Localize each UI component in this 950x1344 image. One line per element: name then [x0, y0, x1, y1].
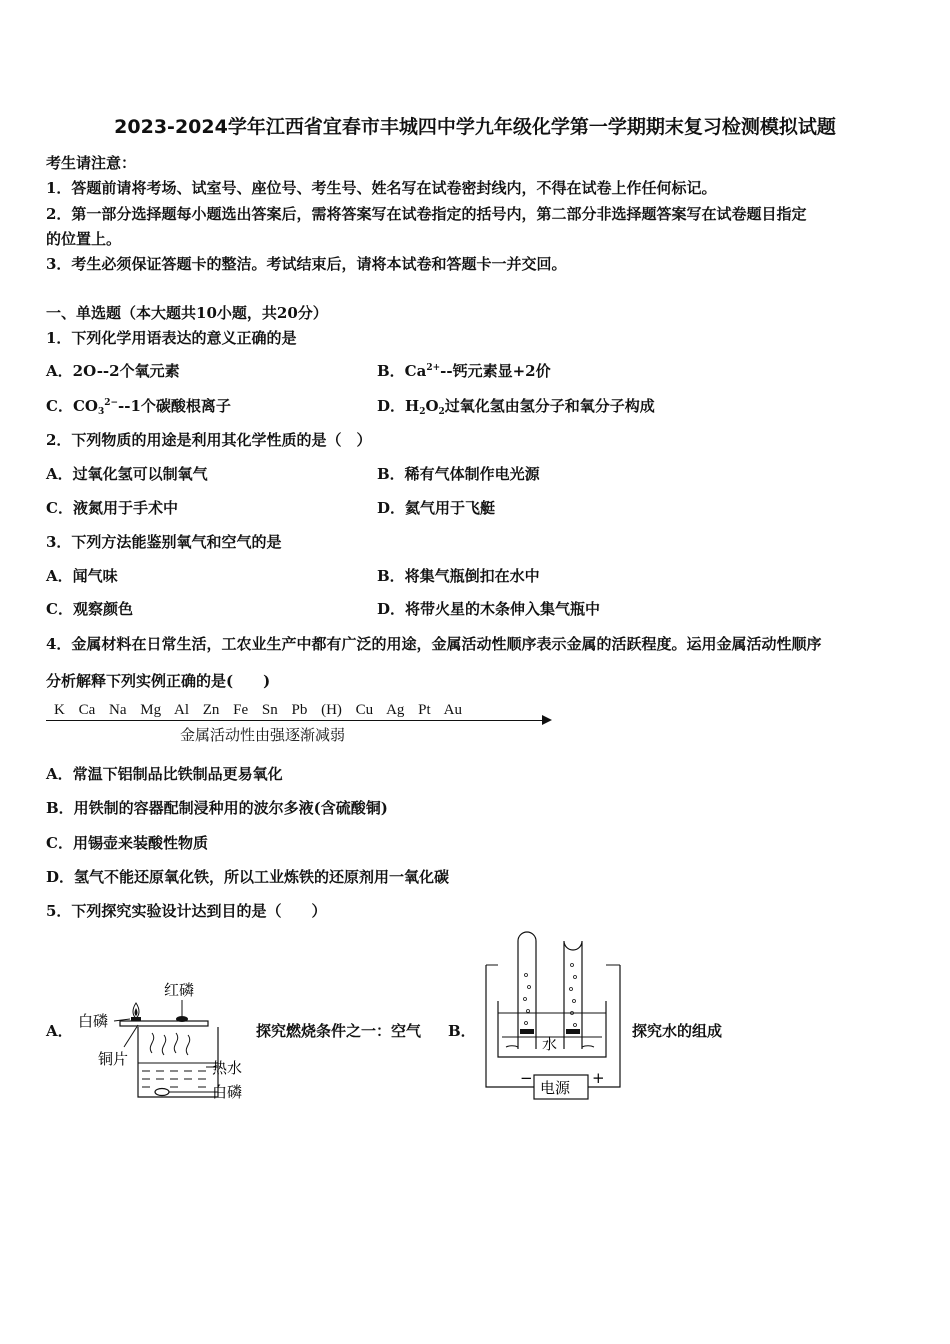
- q3-option-c: C．观察颜色: [46, 600, 133, 618]
- electrode-negative: [520, 1029, 534, 1034]
- notice-item-2: 2．第一部分选择题每小题选出答案后，需将答案写在试卷指定的括号内，第二部分非选择题答案写在试卷题目指定: [46, 205, 807, 223]
- white-phosphorus-underwater: [155, 1089, 169, 1096]
- label-water: 水: [542, 1035, 558, 1053]
- q1-option-d: D．$H_2O_2$过氧化氢由氢分子和氧分子构成: [377, 397, 655, 417]
- q1-option-c: C．$CO_3^{2-}--1$个碳酸根离子: [46, 397, 231, 417]
- notice-item-2-cont: 的位置上。: [46, 230, 122, 248]
- q1-option-b: B．$Ca^{2+}--$钙元素显+2价: [377, 362, 551, 380]
- q2-option-c: C．液氮用于手术中: [46, 499, 178, 517]
- q2-option-d: D．氦气用于飞艇: [377, 499, 496, 517]
- white-phosphorus-top: [131, 1017, 141, 1021]
- q2-option-b: B．稀有气体制作电光源: [377, 465, 540, 483]
- q4-option-a: A．常温下铝制品比铁制品更易氧化: [46, 765, 283, 783]
- label-red-phosphorus: 红磷: [164, 981, 195, 999]
- series-arrow-head-icon: [542, 715, 552, 725]
- water-hatch: [142, 1071, 206, 1087]
- q2-option-a: A．过氧化氢可以制氧气: [46, 465, 208, 483]
- q2-stem: 2．下列物质的用途是利用其化学性质的是（ ）: [46, 431, 372, 449]
- label-hot-water: 热水: [212, 1059, 243, 1077]
- gas-bubbles: [524, 964, 577, 1027]
- q1-option-a: A．2O--2个氧元素: [46, 362, 180, 380]
- label-power-supply: 电源: [540, 1079, 571, 1097]
- series-caption: 金属活动性由强逐渐减弱: [180, 726, 346, 744]
- electrolysis-apparatus-svg: [478, 925, 628, 1105]
- q5-option-b-label: B．: [448, 1022, 476, 1040]
- notice-heading: 考生请注意：: [46, 154, 137, 172]
- q4-option-d: D．氢气不能还原氧化铁，所以工业炼铁的还原剂用一氧化碳: [46, 868, 450, 886]
- combustion-apparatus-figure: [72, 975, 252, 1105]
- series-arrow-line: [46, 720, 546, 721]
- leader-copper: [124, 1025, 138, 1047]
- q5-option-b-text: 探究水的组成: [632, 1022, 723, 1040]
- q3-option-a: A．闻气味: [46, 567, 118, 585]
- q4-stem-line-2: 分析解释下列实例正确的是( ): [46, 672, 271, 690]
- q5-option-a-label: A．: [46, 1022, 73, 1040]
- smoke-curls: [150, 1033, 189, 1055]
- label-white-phosphorus-top: 白磷: [78, 1012, 109, 1030]
- electrolysis-apparatus-figure: [478, 925, 628, 1105]
- q4-stem-line-1: 4．金属材料在日常生活，工农业生产中都有广泛的用途，金属活动性顺序表示金属的活跃程度。运用金属活动性顺序: [46, 635, 822, 653]
- metal-list: K Ca Na Mg Al Zn Fe Sn Pb (H) Cu Ag Pt Au: [54, 702, 462, 718]
- q5-option-a-text: 探究燃烧条件之一：空气: [256, 1022, 422, 1040]
- q3-option-d: D．将带火星的木条伸入集气瓶中: [377, 600, 601, 618]
- red-phosphorus: [176, 1016, 188, 1022]
- section-heading: 一、单选题（本大题共10小题，共20分）: [46, 304, 328, 322]
- combustion-apparatus-svg: [72, 975, 252, 1105]
- electrode-positive: [566, 1029, 580, 1034]
- notice-item-3: 3．考生必须保证答题卡的整洁。考试结束后，请将本试卷和答题卡一并交回。: [46, 255, 567, 273]
- label-plus: +: [592, 1069, 605, 1087]
- q3-stem: 3．下列方法能鉴别氧气和空气的是: [46, 533, 282, 551]
- label-copper-plate: 铜片: [98, 1050, 129, 1068]
- q5-stem: 5．下列探究实验设计达到目的是（ ）: [46, 902, 327, 920]
- q4-option-b: B．用铁制的容器配制浸种用的波尔多液(含硫酸铜): [46, 799, 388, 817]
- metal-activity-series: [46, 700, 566, 750]
- label-white-phosphorus-bottom: 白磷: [212, 1083, 243, 1101]
- notice-item-1: 1．答题前请将考场、试室号、座位号、考生号、姓名写在试卷密封线内，不得在试卷上作任何标记。: [46, 179, 717, 197]
- page-title: 2023-2024学年江西省宜春市丰城四中学九年级化学第一学期期末复习检测模拟试题: [114, 116, 836, 138]
- copper-plate: [120, 1021, 208, 1026]
- q4-option-c: C．用锡壶来装酸性物质: [46, 834, 208, 852]
- q3-option-b: B．将集气瓶倒扣在水中: [377, 567, 540, 585]
- q1-stem: 1．下列化学用语表达的意义正确的是: [46, 329, 297, 347]
- label-minus: −: [520, 1069, 533, 1087]
